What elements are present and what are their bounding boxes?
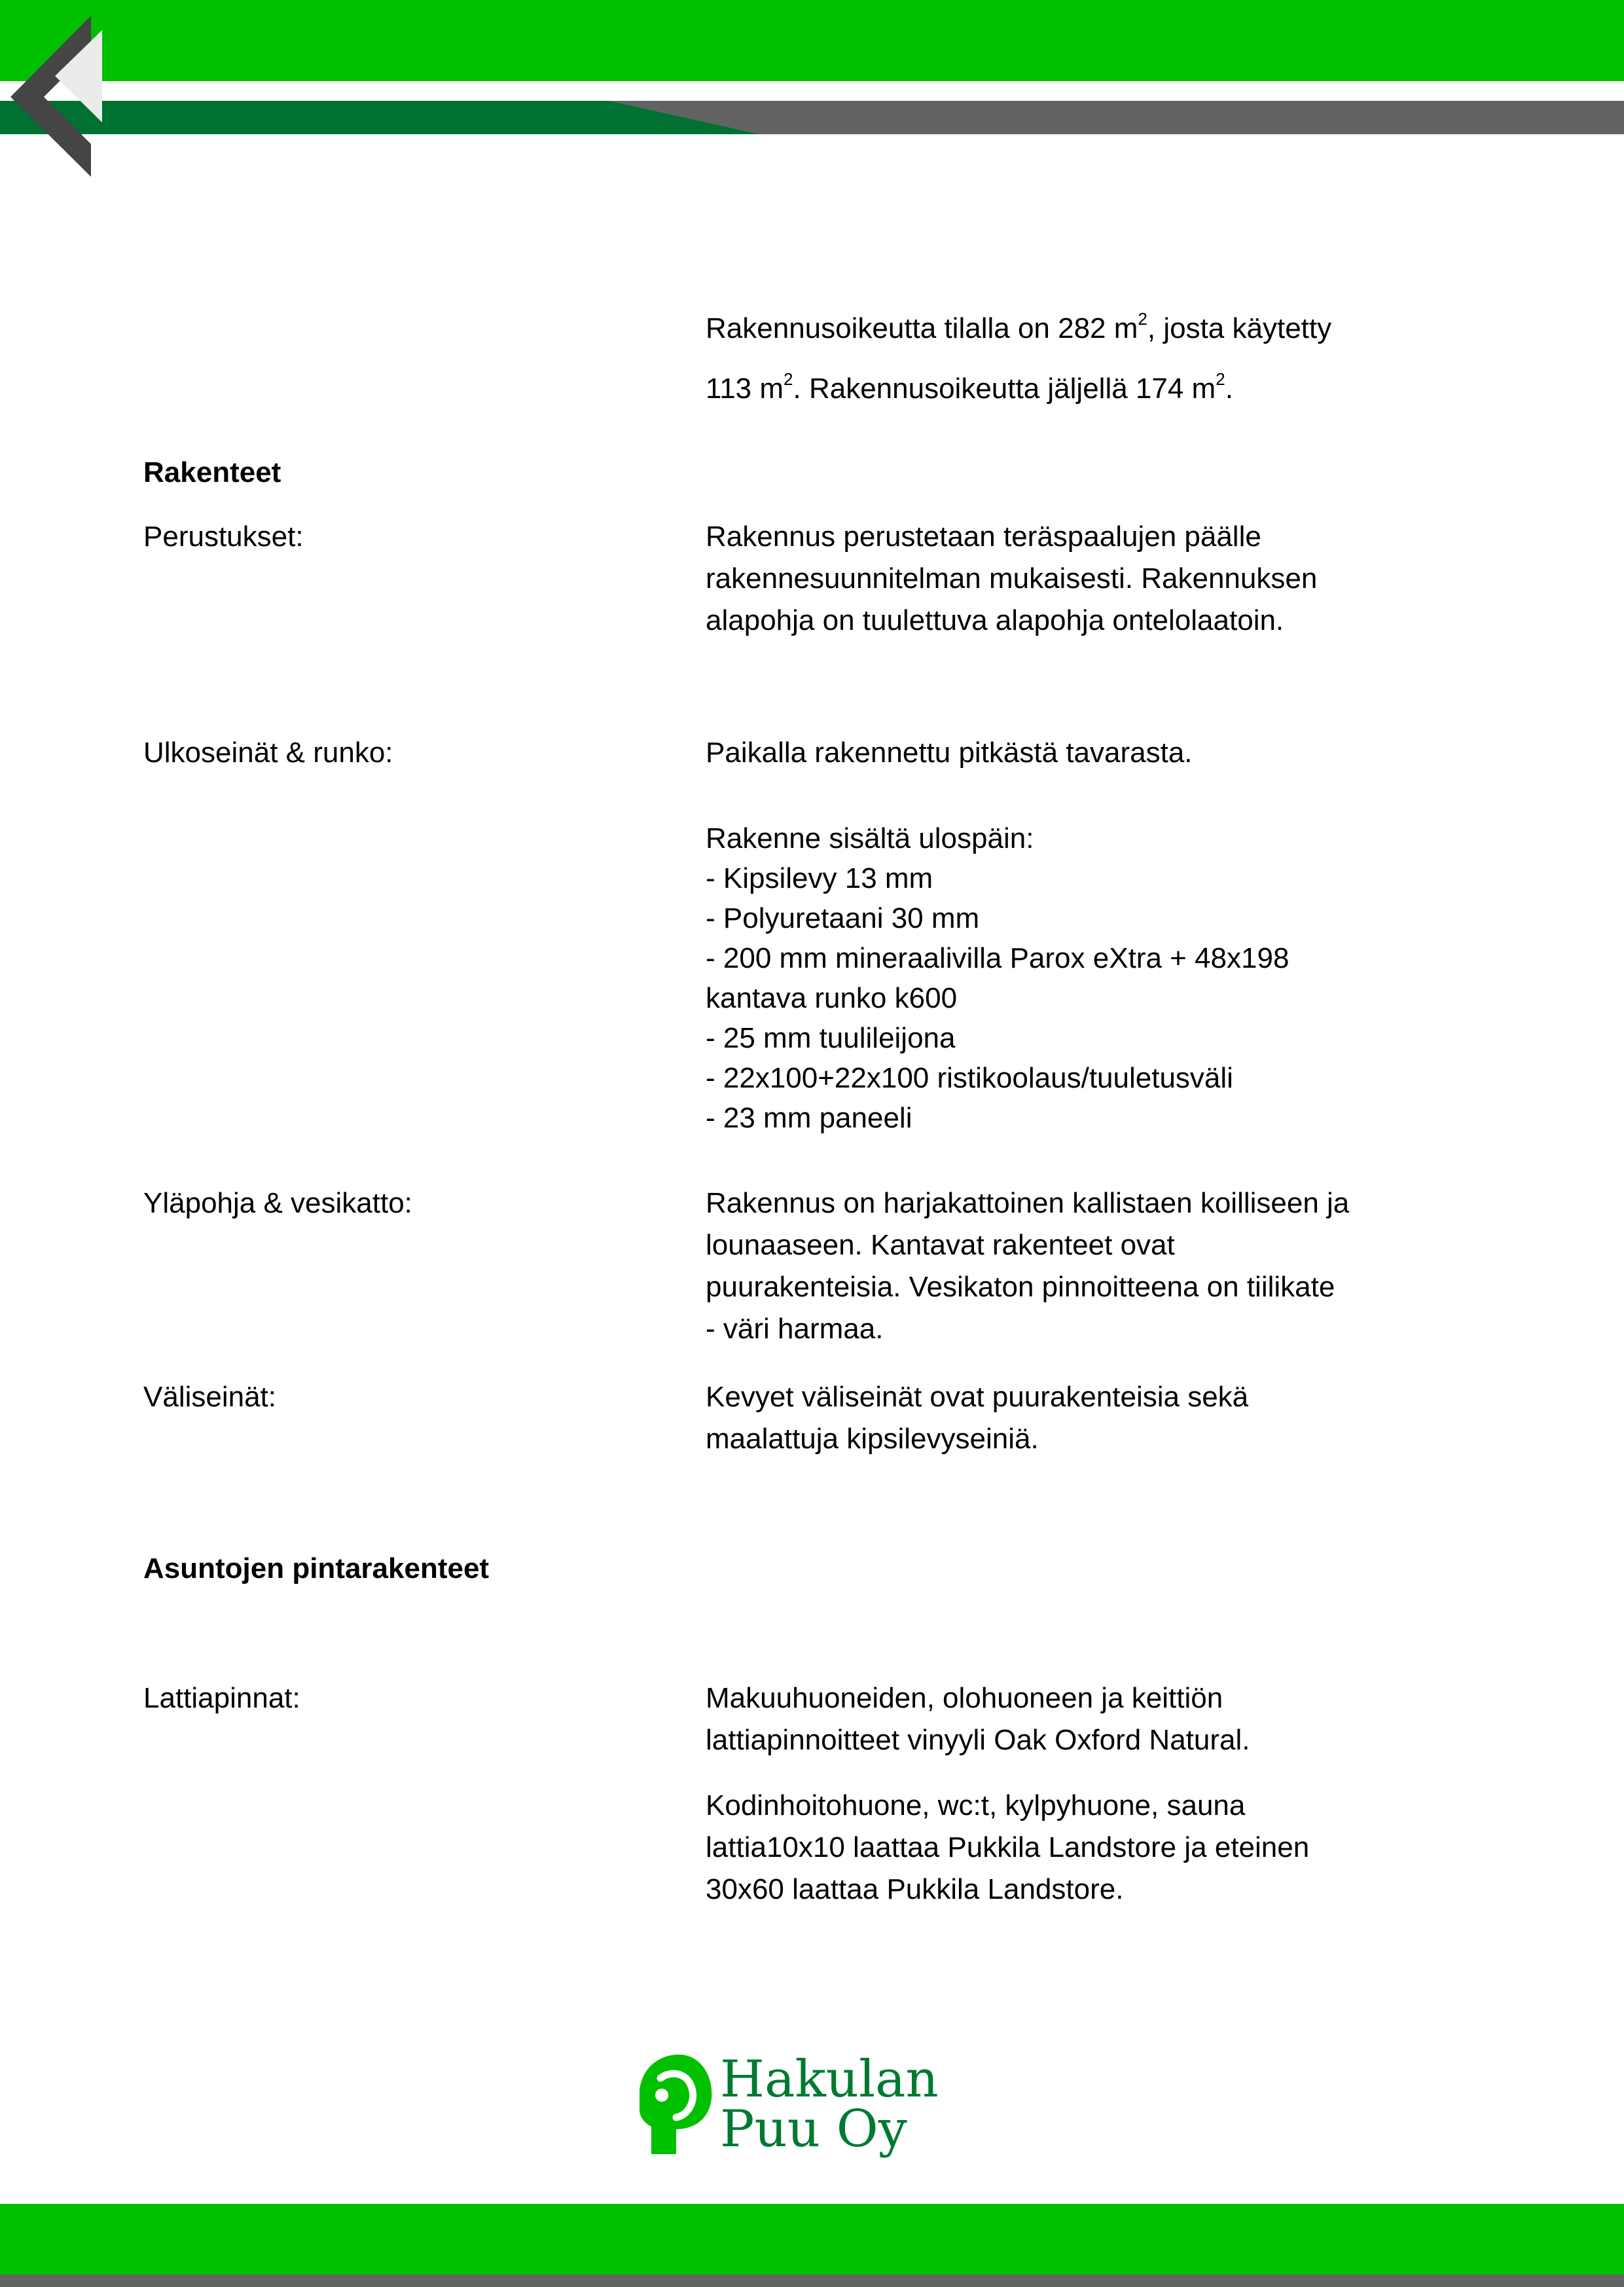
list-item: - 22x100+22x100 ristikoolaus/tuuletusväli [706, 1062, 1233, 1094]
text-line: Kodinhoitohuone, wc:t, kylpyhuone, sauna [706, 1789, 1246, 1821]
value-lattiapinnat-2 [706, 1785, 1309, 1911]
label-lattiapinnat: Lattiapinnat: [143, 1682, 300, 1714]
footer-green-bar [0, 2204, 1624, 2275]
footer-grey-bar [0, 2275, 1624, 2287]
company-name-line-1: Hakulan [720, 2050, 939, 2109]
text-line: lattiapinnoitteet vinyyli Oak Oxford Natural. [706, 1724, 1250, 1756]
text-line: lattia10x10 laattaa Pukkila Landstore ja eteinen [706, 1831, 1310, 1863]
header-graphic [0, 0, 1624, 183]
text-line: Rakenne sisältä ulospäin: [706, 822, 1034, 854]
company-name-line-2: Puu Oy [720, 2100, 907, 2159]
value-lattiapinnat-1 [706, 1677, 1250, 1761]
section-heading-rakenteet: Rakenteet [143, 456, 281, 488]
text-line: Makuuhuoneiden, olohuoneen ja keittiön [706, 1682, 1223, 1714]
text-line: Kevyet väliseinät ovat puurakenteisia sekä [706, 1381, 1249, 1413]
value-valiseinat [706, 1376, 1248, 1460]
label-ylapohja: Yläpohja & vesikatto: [143, 1187, 412, 1219]
intro-text: Rakennusoikeutta tilalla on 282 m [706, 312, 1138, 344]
label-ulkoseinat: Ulkoseinät & runko: [143, 737, 393, 769]
value-perustukset [706, 516, 1317, 642]
intro-text: 113 m [706, 373, 784, 405]
header-banner [0, 0, 1624, 183]
text-line: 30x60 laattaa Pukkila Landstore. [706, 1873, 1124, 1905]
text-line: lounaaseen. Kantavat rakenteet ovat [706, 1229, 1175, 1261]
label-valiseinat: Väliseinät: [143, 1381, 277, 1413]
list-item: kantava runko k600 [706, 982, 958, 1014]
text-line: Rakennus on harjakattoinen kallistaen koilliseen ja [706, 1187, 1350, 1219]
label-perustukset: Perustukset: [143, 521, 304, 553]
tree-ring-p-icon [638, 2049, 713, 2161]
intro-text: , josta käytetty [1147, 312, 1332, 344]
list-item: - 23 mm paneeli [706, 1102, 912, 1134]
value-ylapohja [706, 1182, 1349, 1350]
list-item: - 200 mm mineraalivilla Parox eXtra + 48x198 [706, 942, 1290, 974]
text-line: - väri harmaa. [706, 1313, 884, 1345]
intro-text: . [1225, 373, 1233, 405]
text-line: rakennesuunnitelman mukaisesti. Rakennuksen [706, 562, 1318, 595]
section-heading-pintarakenteet: Asuntojen pintarakenteet [143, 1552, 490, 1584]
superscript: 2 [1216, 369, 1225, 390]
list-item: - Polyuretaani 30 mm [706, 902, 980, 934]
list-item: - Kipsilevy 13 mm [706, 862, 933, 894]
list-item: - 25 mm tuulileijona [706, 1022, 956, 1054]
text-line: maalattuja kipsilevyseiniä. [706, 1423, 1039, 1455]
header-green-bar [0, 0, 1624, 81]
intro-line-2 [706, 368, 1233, 410]
text-line: Rakennus perustetaan teräspaalujen päälle [706, 521, 1261, 553]
value-ulkoseinat-intro: Paikalla rakennettu pitkästä tavarasta. [706, 737, 1193, 769]
intro-line-1 [706, 308, 1331, 350]
text-line: puurakenteisia. Vesikaton pinnoitteena on tiilikate [706, 1271, 1335, 1303]
value-ulkoseinat-structure [706, 818, 1289, 1138]
header-grey-bar [609, 101, 1624, 134]
company-name [720, 2050, 939, 2159]
company-logo [638, 2049, 939, 2174]
superscript: 2 [1138, 309, 1147, 329]
superscript: 2 [784, 369, 793, 390]
intro-text: . Rakennusoikeutta jäljellä 174 m [793, 373, 1216, 405]
footer-banner [0, 2204, 1624, 2287]
text-line: alapohja on tuulettuva alapohja ontelolaatoin. [706, 604, 1284, 636]
